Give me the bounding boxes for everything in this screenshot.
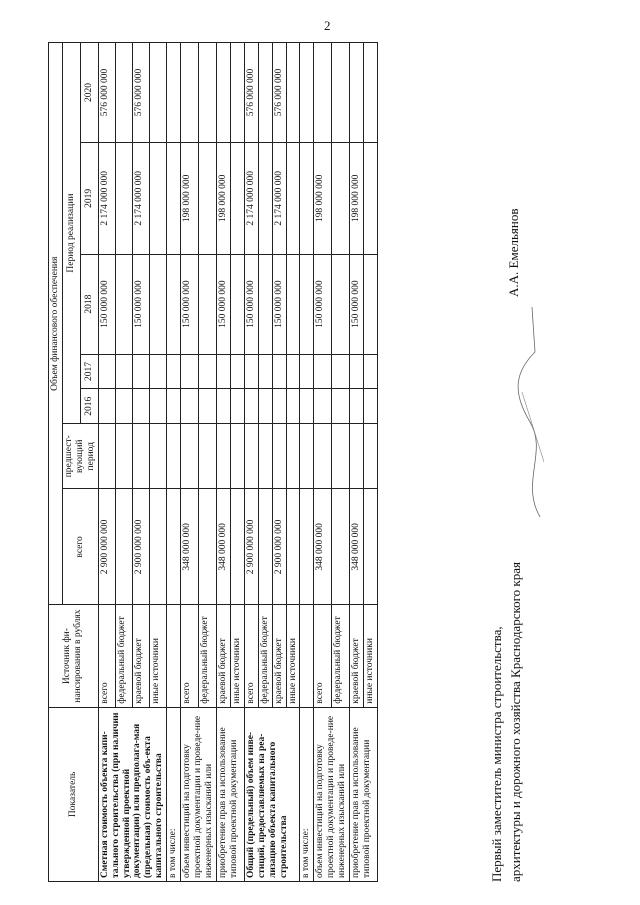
table-row bbox=[181, 43, 199, 882]
source-cell: всего bbox=[181, 605, 199, 707]
value-cell-total: 2 900 000 000 bbox=[132, 489, 149, 605]
source-cell: краевой бюджет bbox=[350, 605, 364, 707]
value-cell-y2017 bbox=[350, 354, 364, 389]
source-cell: иные источники bbox=[286, 605, 300, 707]
source-cell: федеральный бюджет bbox=[332, 605, 350, 707]
value-cell-y2019: 2 174 000 000 bbox=[98, 143, 115, 255]
value-cell-y2018: 150 000 000 bbox=[132, 254, 149, 354]
indicator-cell: объем инвестиций на подготовку проектной документации и проведе-ние инженерных изысканий или bbox=[314, 707, 350, 881]
signer-name: А.А. Емельянов bbox=[506, 208, 521, 297]
table-row bbox=[98, 43, 115, 882]
value-cell-y2020 bbox=[115, 43, 132, 143]
value-cell-total: 2 900 000 000 bbox=[98, 489, 115, 605]
value-cell-y2016 bbox=[314, 389, 332, 424]
value-cell-previous bbox=[258, 424, 272, 489]
source-cell: всего bbox=[98, 605, 115, 707]
value-cell-y2019 bbox=[332, 143, 350, 255]
value-cell-y2018 bbox=[300, 254, 314, 354]
value-cell-y2020 bbox=[167, 43, 181, 143]
value-cell-previous bbox=[115, 424, 132, 489]
header-year-2019: 2019 bbox=[80, 143, 98, 255]
value-cell-previous bbox=[244, 424, 258, 489]
value-cell-y2019 bbox=[286, 143, 300, 255]
value-cell-total: 348 000 000 bbox=[350, 489, 364, 605]
value-cell-y2020 bbox=[314, 43, 332, 143]
page-number: 2 bbox=[324, 18, 331, 33]
value-cell-total bbox=[300, 489, 314, 605]
value-cell-y2016 bbox=[244, 389, 258, 424]
value-cell-y2018 bbox=[167, 254, 181, 354]
indicator-cell: объем инвестиций на подготовку проектной документации и проведе-ние инженерных изысканий или bbox=[181, 707, 217, 881]
value-cell-y2018: 150 000 000 bbox=[181, 254, 199, 354]
value-cell-y2017 bbox=[364, 354, 378, 389]
value-cell-y2020 bbox=[350, 43, 364, 143]
source-cell: федеральный бюджет bbox=[115, 605, 132, 707]
value-cell-y2017 bbox=[199, 354, 217, 389]
value-cell-total: 348 000 000 bbox=[314, 489, 332, 605]
value-cell-y2019: 2 174 000 000 bbox=[244, 143, 258, 255]
value-cell-y2018 bbox=[332, 254, 350, 354]
value-cell-y2018: 150 000 000 bbox=[98, 254, 115, 354]
value-cell-total: 348 000 000 bbox=[181, 489, 199, 605]
value-cell-total bbox=[286, 489, 300, 605]
source-cell bbox=[167, 605, 181, 707]
table-row bbox=[350, 43, 364, 882]
value-cell-previous bbox=[364, 424, 378, 489]
value-cell-previous bbox=[230, 424, 244, 489]
value-cell-y2016 bbox=[115, 389, 132, 424]
value-cell-y2017 bbox=[244, 354, 258, 389]
indicator-cell: в том числе: bbox=[167, 707, 181, 881]
value-cell-y2019 bbox=[199, 143, 217, 255]
value-cell-previous bbox=[216, 424, 230, 489]
value-cell-y2016 bbox=[216, 389, 230, 424]
value-cell-y2020 bbox=[216, 43, 230, 143]
source-cell: всего bbox=[314, 605, 332, 707]
value-cell-previous bbox=[272, 424, 286, 489]
value-cell-y2016 bbox=[286, 389, 300, 424]
value-cell-y2018: 150 000 000 bbox=[350, 254, 364, 354]
indicator-cell: приобретение прав на использование типовой проектной документации bbox=[216, 707, 244, 881]
value-cell-y2019: 2 174 000 000 bbox=[272, 143, 286, 255]
value-cell-y2018 bbox=[364, 254, 378, 354]
value-cell-y2018 bbox=[199, 254, 217, 354]
value-cell-y2017 bbox=[167, 354, 181, 389]
table-row bbox=[300, 43, 314, 882]
footer-line-1: Первый заместитель министра строительства, bbox=[489, 626, 504, 882]
value-cell-y2020 bbox=[230, 43, 244, 143]
value-cell-y2017 bbox=[150, 354, 167, 389]
value-cell-y2018: 150 000 000 bbox=[244, 254, 258, 354]
value-cell-previous bbox=[314, 424, 332, 489]
value-cell-previous bbox=[181, 424, 199, 489]
value-cell-y2017 bbox=[181, 354, 199, 389]
value-cell-y2020 bbox=[150, 43, 167, 143]
source-cell: краевой бюджет bbox=[216, 605, 230, 707]
value-cell-y2018 bbox=[115, 254, 132, 354]
value-cell-y2016 bbox=[132, 389, 149, 424]
value-cell-previous bbox=[167, 424, 181, 489]
value-cell-y2017 bbox=[314, 354, 332, 389]
value-cell-y2017 bbox=[230, 354, 244, 389]
source-cell: иные источники bbox=[150, 605, 167, 707]
table-row bbox=[167, 43, 181, 882]
value-cell-total bbox=[150, 489, 167, 605]
value-cell-y2016 bbox=[150, 389, 167, 424]
value-cell-total bbox=[258, 489, 272, 605]
source-cell: краевой бюджет bbox=[132, 605, 149, 707]
value-cell-y2020 bbox=[199, 43, 217, 143]
value-cell-y2018 bbox=[150, 254, 167, 354]
value-cell-total bbox=[115, 489, 132, 605]
value-cell-y2017 bbox=[300, 354, 314, 389]
header-funding: Объем финансового обеспечения bbox=[49, 43, 63, 605]
value-cell-y2020 bbox=[332, 43, 350, 143]
value-cell-y2019 bbox=[115, 143, 132, 255]
value-cell-total: 2 900 000 000 bbox=[272, 489, 286, 605]
header-year-2016: 2016 bbox=[80, 389, 98, 424]
rotated-sheet bbox=[48, 42, 588, 882]
header-total: всего bbox=[62, 489, 98, 605]
value-cell-total: 2 900 000 000 bbox=[244, 489, 258, 605]
value-cell-y2017 bbox=[98, 354, 115, 389]
header-indicator: Показатель bbox=[49, 707, 99, 881]
value-cell-y2019 bbox=[230, 143, 244, 255]
value-cell-y2016 bbox=[199, 389, 217, 424]
indicator-cell: Сметная стоимость объекта капи-тального строительства (при наличии утвержденной проектной документации) или предполага-мая (предельная) стоимость объ-екта капитального строительства bbox=[98, 707, 167, 881]
header-source: Источник фи-нансирования в рублях bbox=[49, 605, 99, 707]
value-cell-total bbox=[199, 489, 217, 605]
value-cell-y2019: 2 174 000 000 bbox=[132, 143, 149, 255]
source-cell: иные источники bbox=[364, 605, 378, 707]
value-cell-previous bbox=[350, 424, 364, 489]
value-cell-y2016 bbox=[332, 389, 350, 424]
value-cell-y2019 bbox=[150, 143, 167, 255]
value-cell-previous bbox=[150, 424, 167, 489]
value-cell-y2017 bbox=[272, 354, 286, 389]
value-cell-previous bbox=[300, 424, 314, 489]
value-cell-y2016 bbox=[167, 389, 181, 424]
indicator-cell: в том числе: bbox=[300, 707, 314, 881]
value-cell-y2018: 150 000 000 bbox=[216, 254, 230, 354]
value-cell-y2016 bbox=[258, 389, 272, 424]
value-cell-total bbox=[167, 489, 181, 605]
value-cell-previous bbox=[286, 424, 300, 489]
source-cell: краевой бюджет bbox=[272, 605, 286, 707]
table-row bbox=[244, 43, 258, 882]
header-year-2020: 2020 bbox=[80, 43, 98, 143]
value-cell-y2020 bbox=[181, 43, 199, 143]
value-cell-total bbox=[364, 489, 378, 605]
source-cell: иные источники bbox=[230, 605, 244, 707]
source-cell bbox=[300, 605, 314, 707]
value-cell-y2019 bbox=[300, 143, 314, 255]
value-cell-y2019 bbox=[364, 143, 378, 255]
value-cell-y2016 bbox=[300, 389, 314, 424]
value-cell-y2019 bbox=[258, 143, 272, 255]
value-cell-y2018 bbox=[286, 254, 300, 354]
value-cell-y2016 bbox=[230, 389, 244, 424]
value-cell-y2020 bbox=[286, 43, 300, 143]
value-cell-y2017 bbox=[286, 354, 300, 389]
value-cell-y2019 bbox=[167, 143, 181, 255]
indicator-cell: Общий (предельный) объем инве-стиций, предоставляемых на реа-лизацию объекта капитального строительства bbox=[244, 707, 300, 881]
value-cell-y2017 bbox=[115, 354, 132, 389]
footer-line-2: архитектуры и дорожного хозяйства Краснодарского края bbox=[507, 562, 523, 882]
value-cell-y2019: 198 000 000 bbox=[181, 143, 199, 255]
value-cell-y2020 bbox=[364, 43, 378, 143]
value-cell-y2018 bbox=[230, 254, 244, 354]
value-cell-y2017 bbox=[332, 354, 350, 389]
value-cell-y2016 bbox=[272, 389, 286, 424]
source-cell: федеральный бюджет bbox=[199, 605, 217, 707]
header-previous: предшест-вующий период bbox=[62, 424, 98, 489]
value-cell-total bbox=[332, 489, 350, 605]
value-cell-previous bbox=[132, 424, 149, 489]
value-cell-y2020: 576 000 000 bbox=[132, 43, 149, 143]
value-cell-y2016 bbox=[98, 389, 115, 424]
value-cell-y2019: 198 000 000 bbox=[314, 143, 332, 255]
value-cell-y2017 bbox=[132, 354, 149, 389]
value-cell-total: 348 000 000 bbox=[216, 489, 230, 605]
value-cell-y2020: 576 000 000 bbox=[98, 43, 115, 143]
indicator-cell: приобретение прав на использование типовой проектной документации bbox=[350, 707, 378, 881]
header-year-2017: 2017 bbox=[80, 354, 98, 389]
source-cell: федеральный бюджет bbox=[258, 605, 272, 707]
source-cell: всего bbox=[244, 605, 258, 707]
value-cell-y2020: 576 000 000 bbox=[272, 43, 286, 143]
value-cell-y2017 bbox=[216, 354, 230, 389]
value-cell-total bbox=[230, 489, 244, 605]
value-cell-y2019: 198 000 000 bbox=[216, 143, 230, 255]
value-cell-y2018: 150 000 000 bbox=[272, 254, 286, 354]
table-row bbox=[314, 43, 332, 882]
value-cell-y2017 bbox=[258, 354, 272, 389]
value-cell-previous bbox=[332, 424, 350, 489]
table-row bbox=[216, 43, 230, 882]
header-period: Период реализации bbox=[62, 43, 80, 424]
value-cell-y2016 bbox=[364, 389, 378, 424]
value-cell-y2018: 150 000 000 bbox=[314, 254, 332, 354]
value-cell-previous bbox=[199, 424, 217, 489]
value-cell-y2020: 576 000 000 bbox=[244, 43, 258, 143]
value-cell-y2016 bbox=[350, 389, 364, 424]
value-cell-y2016 bbox=[181, 389, 199, 424]
financing-table bbox=[48, 42, 378, 882]
value-cell-y2020 bbox=[258, 43, 272, 143]
value-cell-y2020 bbox=[300, 43, 314, 143]
value-cell-y2019: 198 000 000 bbox=[350, 143, 364, 255]
footer bbox=[488, 62, 526, 882]
value-cell-y2018 bbox=[258, 254, 272, 354]
value-cell-previous bbox=[98, 424, 115, 489]
header-year-2018: 2018 bbox=[80, 254, 98, 354]
